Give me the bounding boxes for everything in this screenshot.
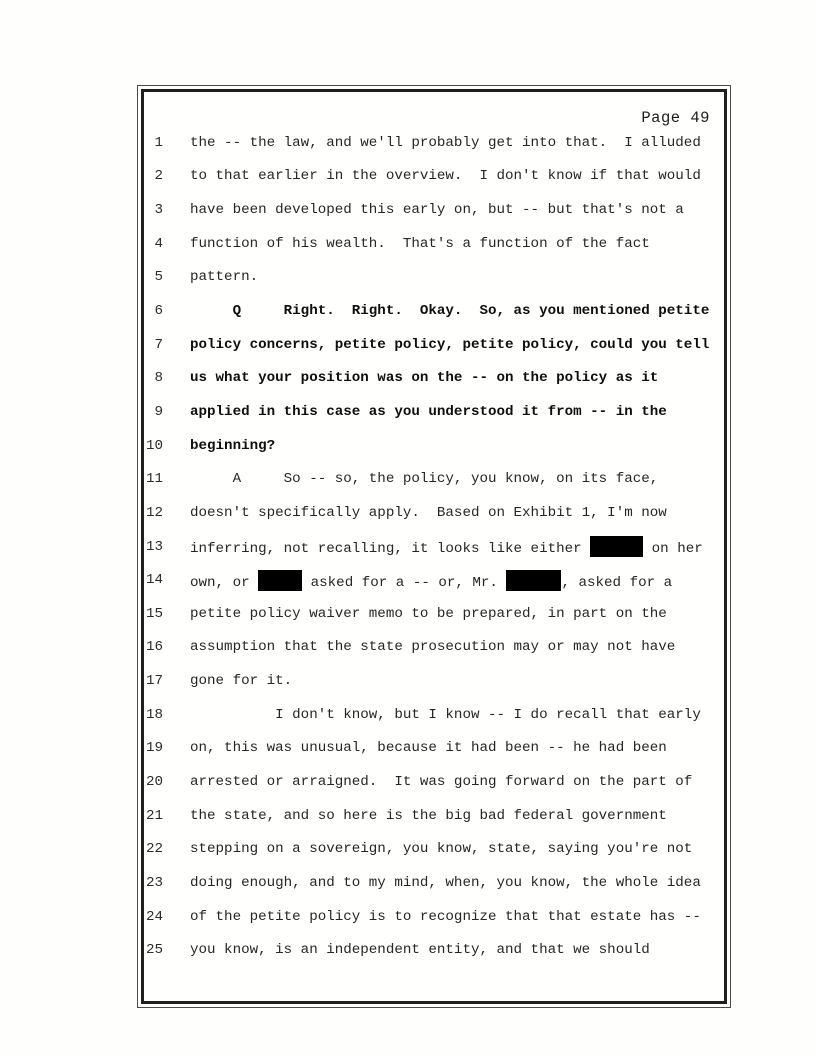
line-number: 5	[154, 269, 163, 286]
line-number: 14	[145, 572, 163, 589]
line-number: 7	[154, 336, 163, 353]
line-number: 19	[145, 740, 163, 757]
transcript-line	[144, 261, 724, 295]
text-segment: you know, is an independent entity, and that we should	[190, 942, 650, 959]
transcript-line	[144, 933, 724, 967]
line-text	[190, 774, 692, 790]
text-segment: on, this was unusual, because it had been -- he had been	[190, 740, 667, 757]
line-number: 4	[154, 235, 163, 252]
transcript-page	[144, 92, 724, 1001]
redaction-box	[258, 570, 302, 591]
line-text	[190, 570, 672, 591]
line-text	[190, 269, 258, 285]
line-text	[190, 606, 667, 622]
page-border-inner	[141, 89, 727, 1004]
text-segment: function of his wealth. That's a function of the fact	[190, 235, 650, 252]
text-segment: I don't know, but I know -- I do recall that early	[190, 706, 701, 723]
transcript-line	[144, 429, 724, 463]
line-text	[190, 875, 701, 891]
line-text	[190, 909, 701, 925]
text-segment: of the petite policy is to recognize that that estate has --	[190, 908, 701, 925]
text-segment: inferring, not recalling, it looks like either	[190, 541, 591, 557]
transcript-line	[144, 597, 724, 631]
line-text	[190, 135, 701, 151]
text-segment: , asked for a	[561, 574, 673, 591]
text-segment: stepping on a sovereign, you know, state, saying you're not	[190, 841, 693, 858]
transcript-line	[144, 328, 724, 362]
text-segment: asked for a -- or, Mr.	[302, 574, 507, 591]
line-text	[190, 202, 684, 218]
text-segment: pattern.	[190, 269, 259, 286]
line-text	[190, 471, 658, 487]
line-number: 25	[145, 942, 163, 959]
line-number: 11	[145, 471, 163, 488]
line-number: 23	[145, 874, 163, 891]
line-number: 13	[145, 538, 163, 555]
line-number: 9	[154, 403, 163, 420]
text-segment: gone for it.	[190, 673, 293, 690]
line-text	[190, 168, 701, 184]
transcript-line	[144, 496, 724, 530]
transcript-line	[144, 765, 724, 799]
line-number: 3	[154, 202, 163, 219]
line-number: 16	[145, 639, 163, 656]
line-number: 12	[145, 504, 163, 521]
transcript-line	[144, 732, 724, 766]
redaction-box	[590, 536, 643, 557]
line-number: 15	[145, 605, 163, 622]
text-segment: doing enough, and to my mind, when, you know, the whole idea	[190, 874, 701, 891]
text-segment: petite policy waiver memo to be prepared, in part on the	[190, 605, 667, 622]
transcript-body	[144, 126, 724, 967]
transcript-line	[144, 160, 724, 194]
transcript-line	[144, 698, 724, 732]
transcript-line	[144, 361, 724, 395]
text-segment: the -- the law, and we'll probably get into that. I alluded	[190, 134, 701, 151]
text-segment: beginning?	[190, 437, 276, 454]
line-number: 10	[145, 437, 163, 454]
transcript-line	[144, 866, 724, 900]
transcript-line	[144, 395, 724, 429]
line-text	[190, 707, 701, 723]
text-segment: applied in this case as you understood it from -- in the	[190, 403, 667, 420]
line-number: 18	[145, 706, 163, 723]
line-text	[190, 942, 650, 958]
line-text	[190, 404, 667, 420]
transcript-line	[144, 193, 724, 227]
line-text	[190, 841, 692, 857]
line-number: 20	[145, 773, 163, 790]
transcript-line	[144, 563, 724, 597]
line-number: 24	[145, 908, 163, 925]
text-segment: Q Right. Right. Okay. So, as you mentioned petite	[190, 303, 710, 320]
text-segment: have been developed this early on, but -- but that's not a	[190, 202, 684, 219]
transcript-line	[144, 799, 724, 833]
text-segment: assumption that the state prosecution may or may not have	[190, 639, 676, 656]
line-text	[190, 808, 667, 824]
redaction-box	[506, 570, 561, 591]
line-text	[190, 505, 667, 521]
line-number: 6	[154, 303, 163, 320]
text-segment: policy concerns, petite policy, petite policy, could you tell	[190, 336, 710, 353]
text-segment: to that earlier in the overview. I don't know if that would	[190, 168, 701, 185]
transcript-line	[144, 126, 724, 160]
line-text	[190, 303, 709, 319]
line-text	[190, 639, 675, 655]
transcript-line	[144, 832, 724, 866]
line-number: 22	[145, 841, 163, 858]
page-border-outer	[137, 85, 731, 1008]
line-text	[190, 236, 650, 252]
text-segment: own, or	[190, 574, 259, 591]
line-text	[190, 337, 709, 353]
line-number: 21	[145, 807, 163, 824]
line-text	[190, 370, 658, 386]
transcript-line	[144, 462, 724, 496]
transcript-line	[144, 664, 724, 698]
text-segment: doesn't specifically apply. Based on Exhibit 1, I'm now	[190, 504, 667, 521]
line-text	[190, 673, 292, 689]
text-segment: the state, and so here is the big bad federal government	[190, 807, 667, 824]
line-number: 2	[154, 168, 163, 185]
text-segment: A So -- so, the policy, you know, on its face,	[190, 471, 659, 488]
line-text	[190, 536, 703, 557]
text-segment: on her	[643, 541, 703, 557]
text-segment: us what your position was on the -- on the policy as it	[190, 370, 659, 387]
transcript-line	[144, 294, 724, 328]
transcript-line	[144, 227, 724, 261]
page-number: Page 49	[641, 109, 710, 127]
transcript-line	[144, 530, 724, 564]
line-number: 17	[145, 673, 163, 690]
text-segment: arrested or arraigned. It was going forward on the part of	[190, 773, 693, 790]
transcript-line	[144, 631, 724, 665]
line-number: 8	[154, 370, 163, 387]
line-number: 1	[154, 134, 163, 151]
line-text	[190, 438, 275, 454]
line-text	[190, 740, 667, 756]
transcript-line	[144, 900, 724, 934]
